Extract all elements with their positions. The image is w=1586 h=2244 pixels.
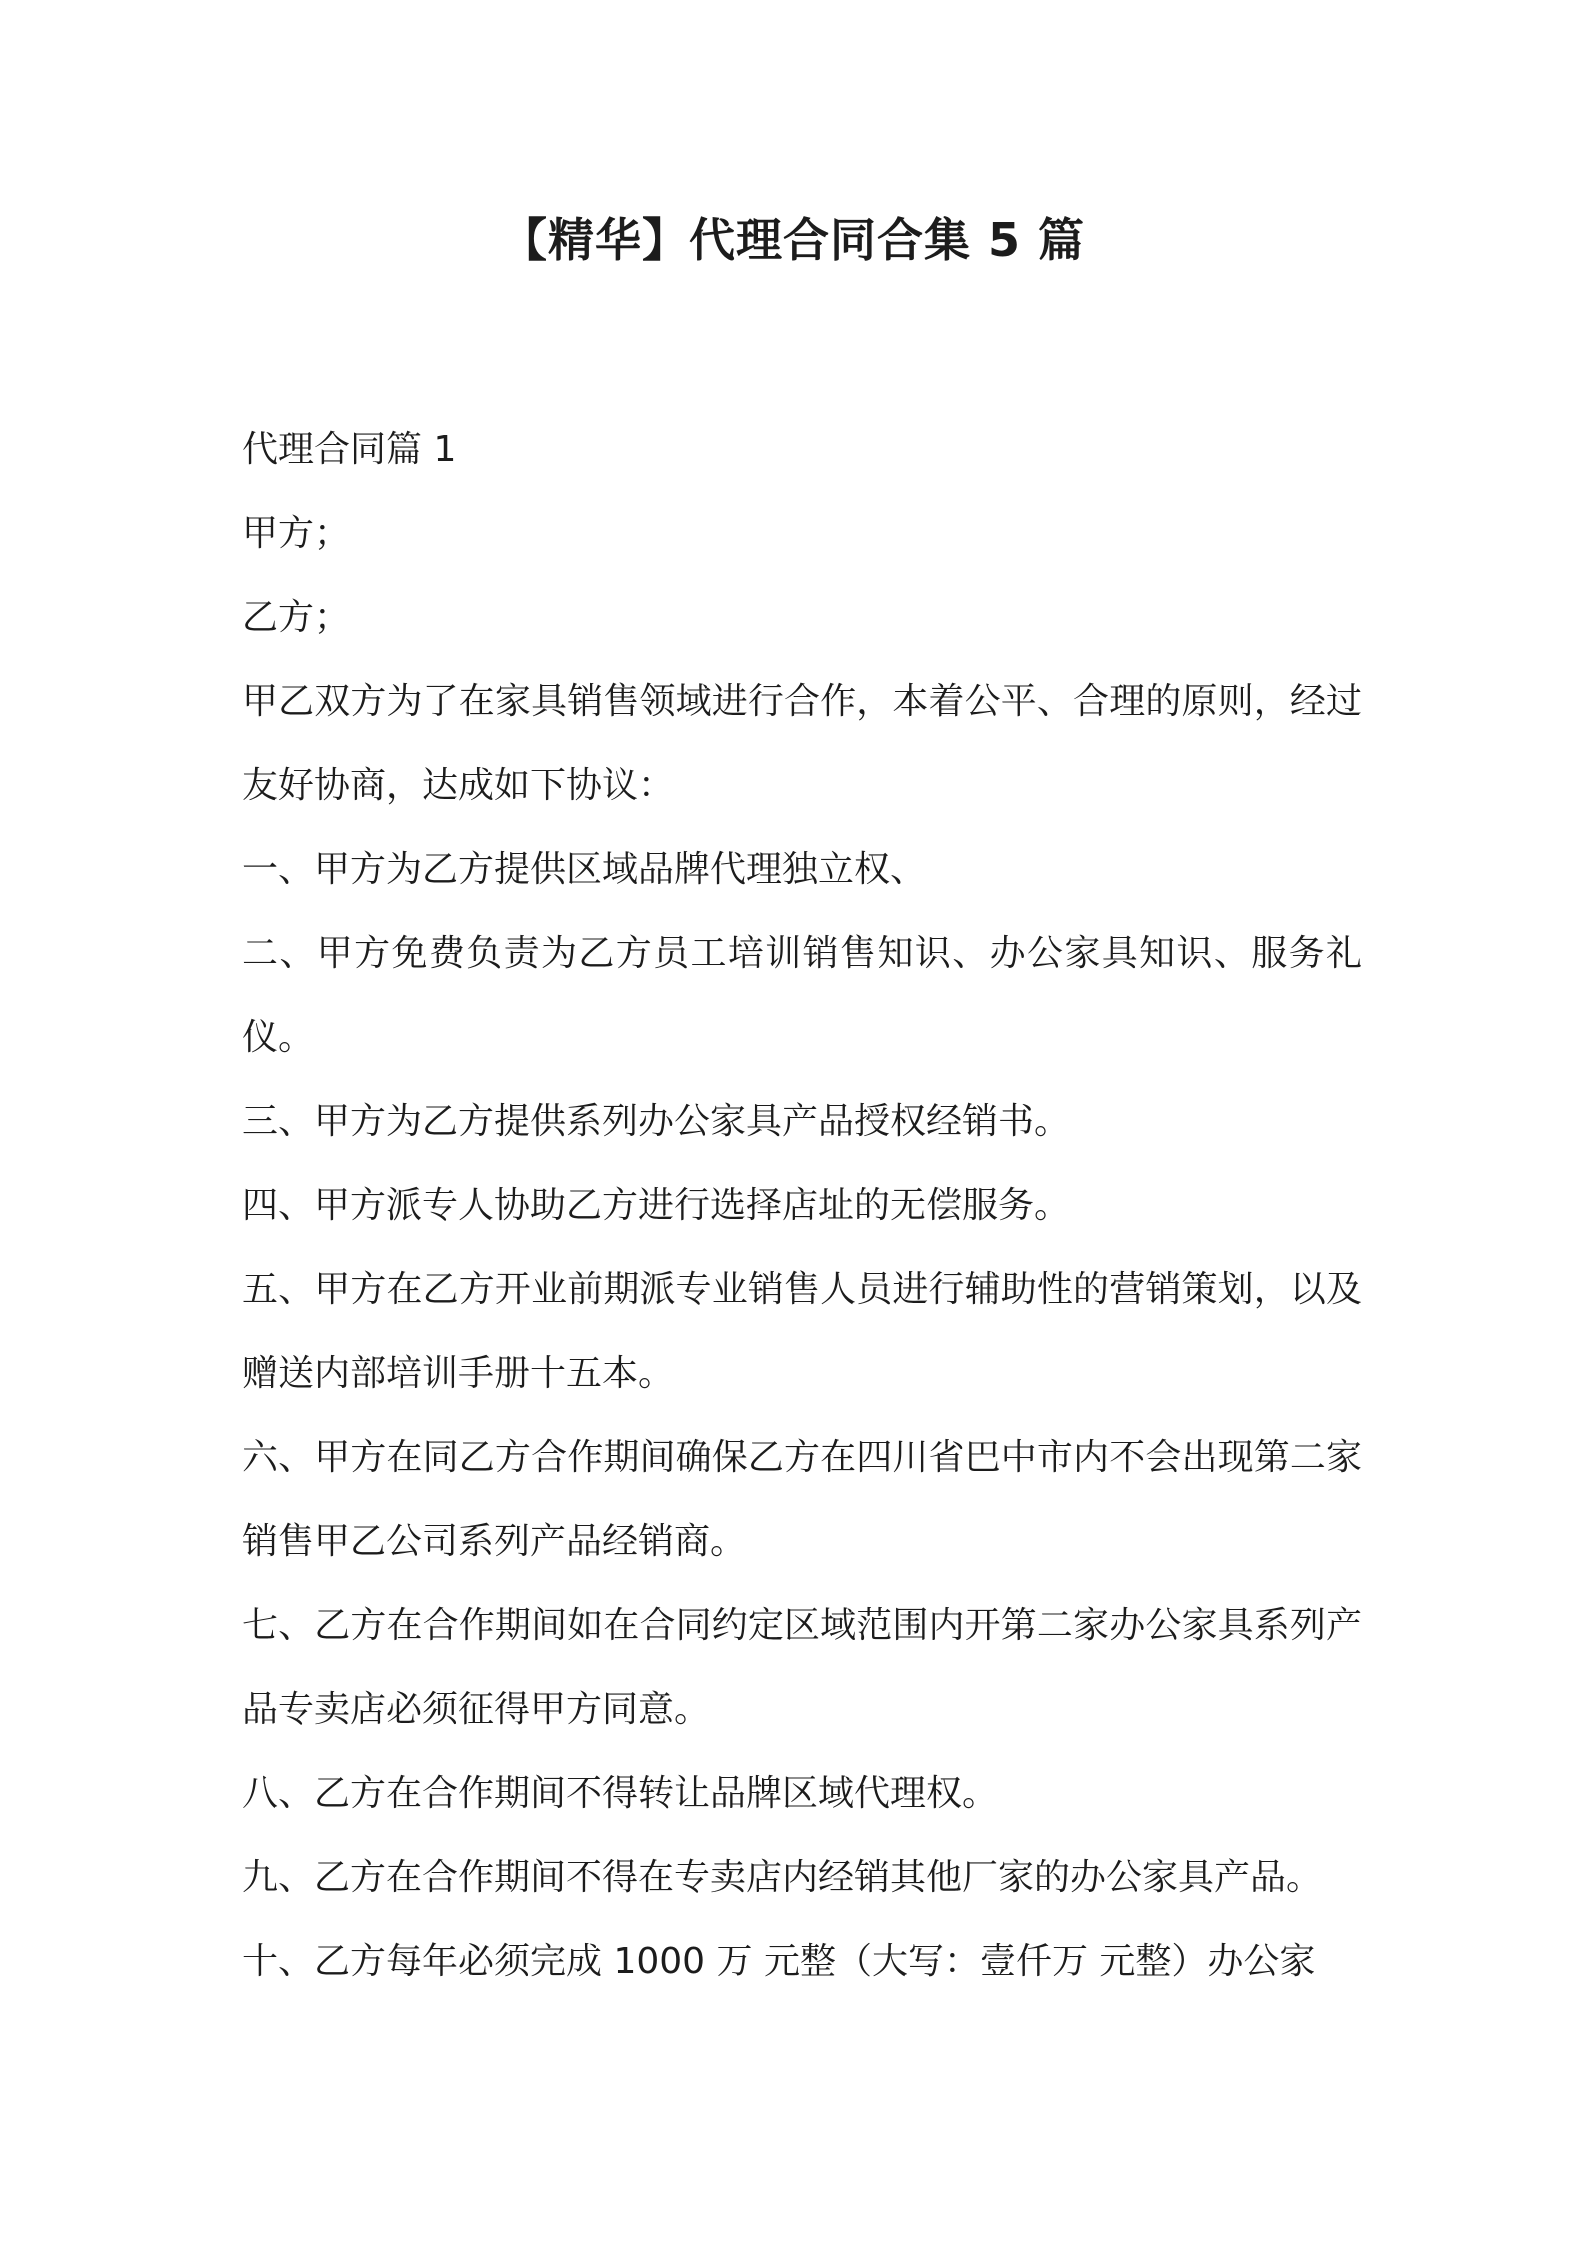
preamble-paragraph: 甲乙双方为了在家具销售领域进行合作，本着公平、合理的原则，经过友好协商，达成如下协议： <box>242 681 1362 806</box>
document-title: 【精华】代理合同合集 5 篇 <box>500 213 1086 267</box>
clause-8: 八、乙方在合作期间不得转让品牌区域代理权。 <box>242 1773 999 1814</box>
party-a-line: 甲方； <box>242 513 351 554</box>
clause-10: 十、乙方每年必须完成 1000 万 元整（大写：壹仟万 元整）办公家 <box>242 1941 1316 1982</box>
clause-3: 三、甲方为乙方提供系列办公家具产品授权经销书。 <box>242 1101 1071 1142</box>
clause-1: 一、甲方为乙方提供区域品牌代理独立权、 <box>242 849 927 890</box>
document-body <box>242 408 1362 2004</box>
clause-2: 二、甲方免费负责为乙方员工培训销售知识、办公家具知识、服务礼仪。 <box>242 933 1362 1058</box>
clause-5: 五、甲方在乙方开业前期派专业销售人员进行辅助性的营销策划，以及赠送内部培训手册十五本。 <box>242 1269 1362 1394</box>
section-heading: 代理合同篇 1 <box>242 429 457 470</box>
clause-7: 七、乙方在合作期间如在合同约定区域范围内开第二家办公家具系列产品专卖店必须征得甲方同意。 <box>242 1605 1362 1730</box>
clause-4: 四、甲方派专人协助乙方进行选择店址的无偿服务。 <box>242 1185 1071 1226</box>
clause-6: 六、甲方在同乙方合作期间确保乙方在四川省巴中市内不会出现第二家销售甲乙公司系列产品经销商。 <box>242 1437 1362 1562</box>
clause-9: 九、乙方在合作期间不得在专卖店内经销其他厂家的办公家具产品。 <box>242 1857 1323 1898</box>
party-b-line: 乙方； <box>242 597 351 638</box>
